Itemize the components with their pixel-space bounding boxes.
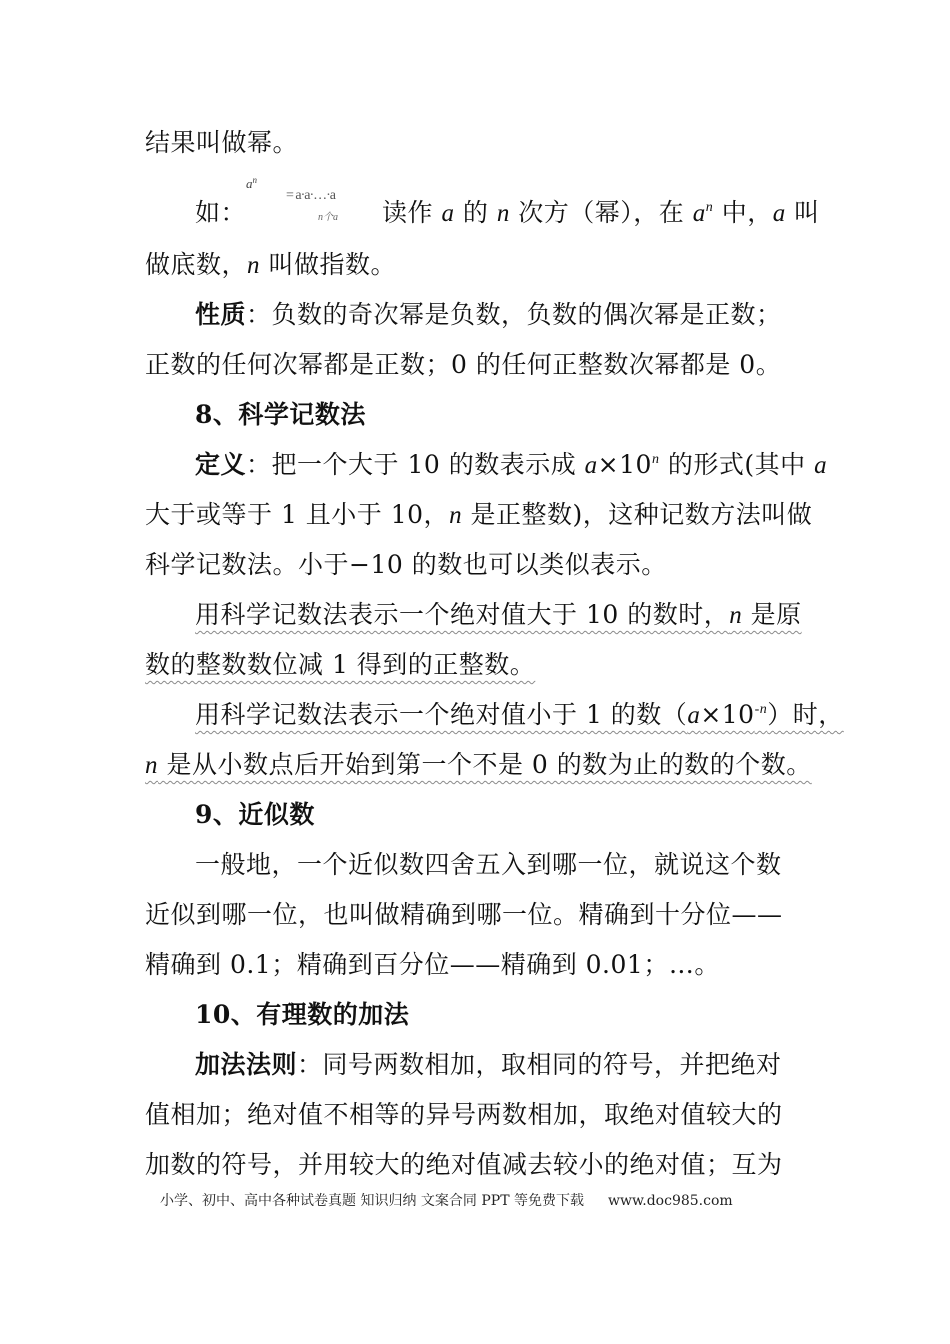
text-line: 用科学记数法表示一个绝对值小于 1 的数$(a\times 10^{-n})$时， xyxy=(195,700,844,729)
text-line: 值相加；绝对值不相等的异号两数相加，取绝对值较大的 xyxy=(145,1100,783,1129)
text-line: n 是从小数点后开始到第一个不是 0 的数为止的数的个数。 xyxy=(145,750,812,779)
text-run: 结果叫做幂。 xyxy=(145,128,299,157)
footer-url: www.doc985.com xyxy=(607,1193,733,1209)
page-footer xyxy=(160,1190,733,1212)
text-line: 一般地，一个近似数四舍五入到哪一位，就说这个数 xyxy=(195,850,782,879)
power-formula-image xyxy=(246,176,378,222)
formula-count: n个a xyxy=(318,212,338,223)
text-line: 精确到 0.1；精确到百分位——精确到 0.01；…。 xyxy=(145,950,720,979)
text-line: 数的整数数位减 1 得到的正整数。 xyxy=(145,650,536,679)
text-line: 加法法则：同号两数相加，取相同的符号，并把绝对 xyxy=(195,1050,782,1079)
formula-base: $a^n$ xyxy=(246,175,257,191)
text-line: 科学记数法。小于−10 的数也可以类似表示。 xyxy=(145,550,667,579)
text-line xyxy=(145,126,298,160)
text-line: 如： xyxy=(195,198,247,227)
term-label: 性质 xyxy=(195,300,247,329)
text-line: 读作 a 的 n 次方（幂），在 $a^n$ 中，a 叫 xyxy=(382,198,820,227)
text-line: 用科学记数法表示一个绝对值大于 10 的数时，n 是原 xyxy=(195,600,802,629)
text-line: 近似到哪一位，也叫做精确到哪一位。精确到十分位—— xyxy=(145,900,783,929)
term-label: 定义 xyxy=(195,450,247,479)
text-line: 大于或等于 1 且小于 10，n 是正整数)，这种记数方法叫做 xyxy=(145,500,813,529)
text-line: 做底数，n 叫做指数。 xyxy=(145,250,396,279)
section-heading: 10、有理数的加法 xyxy=(195,1000,410,1029)
term-label: 加法法则 xyxy=(195,1050,298,1079)
footer-text: 小学、初中、高中各种试卷真题 知识归纳 文案合同 PPT 等免费下载 xyxy=(160,1193,584,1209)
text-line: 定义：把一个大于 10 的数表示成 $a\times 10^n$ 的形式(其中 a xyxy=(195,450,828,479)
formula-product: = a·a·…·a xyxy=(286,188,336,203)
text-line: 性质：负数的奇次幂是负数，负数的偶次幂是正数； xyxy=(195,300,782,329)
text-line: 正数的任何次幂都是正数；0 的任何正整数次幂都是 0。 xyxy=(145,350,782,379)
text-line: 加数的符号，并用较大的绝对值减去较小的绝对值；互为 xyxy=(145,1150,783,1179)
section-heading: 8、科学记数法 xyxy=(195,400,366,429)
section-heading: 9、近似数 xyxy=(195,800,315,829)
